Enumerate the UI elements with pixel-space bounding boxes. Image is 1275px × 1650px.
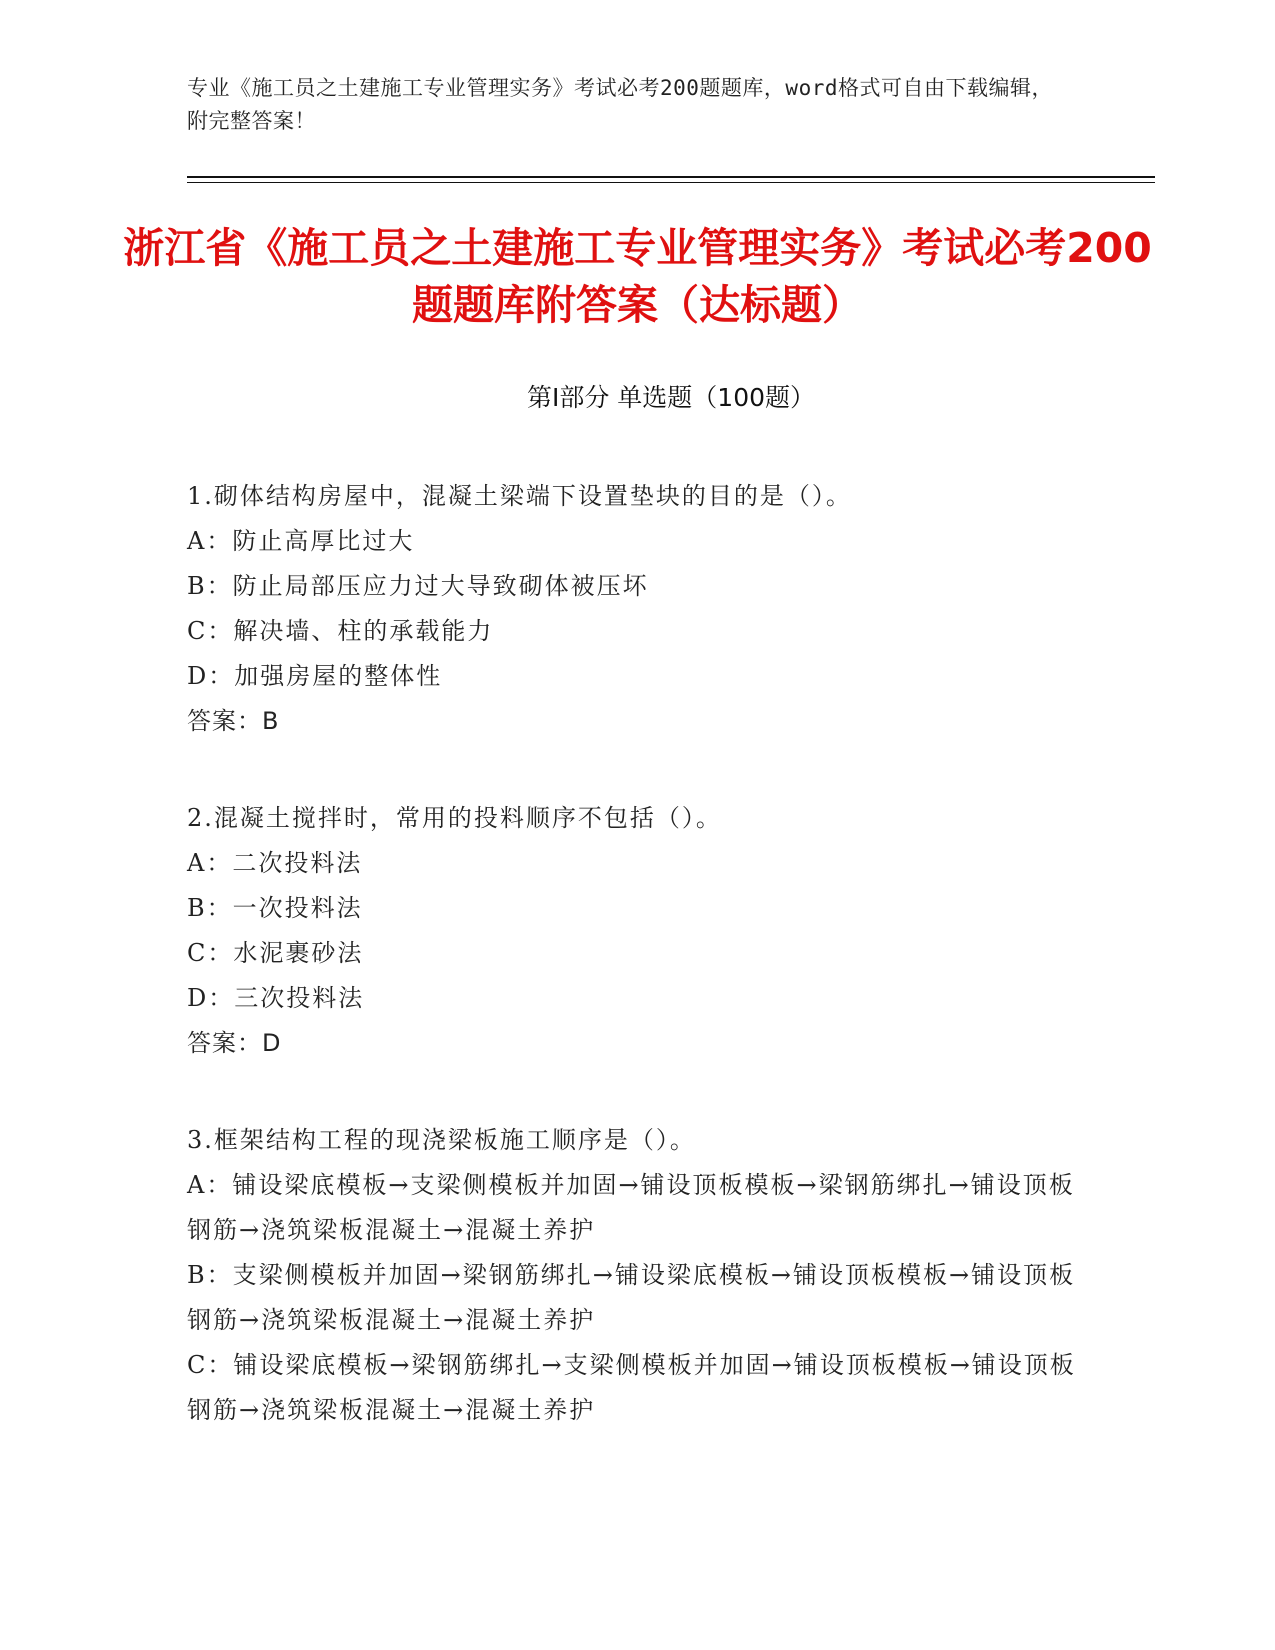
question-stem: 3.框架结构工程的现浇梁板施工顺序是（）。: [187, 1126, 696, 1154]
header-divider: [187, 176, 1155, 178]
header-note: 专业《施工员之土建施工专业管理实务》考试必考200题题库，word格式可自由下载编辑，附完整答案！: [187, 76, 1053, 133]
option-d: D：三次投料法: [187, 984, 365, 1012]
question-2: [187, 796, 1087, 1066]
option-b: B：一次投料法: [187, 894, 363, 922]
option-c: C：解决墙、柱的承载能力: [187, 617, 494, 645]
answer: 答案：B: [187, 707, 280, 735]
header-divider-thin: [187, 182, 1155, 183]
option-c: C：铺设梁底模板→梁钢筋绑扎→支梁侧模板并加固→铺设顶板模板→铺设顶板钢筋→浇筑梁板混凝土→混凝土养护: [187, 1351, 1076, 1424]
question-1: [187, 474, 1087, 744]
question-list: [187, 474, 1087, 1485]
answer: 答案：D: [187, 1029, 282, 1057]
option-d: D：加强房屋的整体性: [187, 662, 443, 690]
option-a: A：铺设梁底模板→支梁侧模板并加固→铺设顶板模板→梁钢筋绑扎→铺设顶板钢筋→浇筑梁板混凝土→混凝土养护: [187, 1171, 1075, 1244]
option-c: C：水泥裹砂法: [187, 939, 364, 967]
section-title: 第Ⅰ部分 单选题（100题）: [526, 383, 816, 412]
question-3: [187, 1118, 1087, 1433]
question-stem: 2.混凝土搅拌时，常用的投料顺序不包括（）。: [187, 804, 722, 832]
option-b: B：支梁侧模板并加固→梁钢筋绑扎→铺设梁底模板→铺设顶板模板→铺设顶板钢筋→浇筑梁板混凝土→混凝土养护: [187, 1261, 1076, 1334]
question-stem: 1.砌体结构房屋中，混凝土梁端下设置垫块的目的是（）。: [187, 482, 852, 510]
option-a: A：防止高厚比过大: [187, 527, 415, 555]
document-title: 浙江省《施工员之土建施工专业管理实务》考试必考200题题库附答案（达标题）: [123, 224, 1152, 329]
option-b: B：防止局部压应力过大导致砌体被压坏: [187, 572, 649, 600]
option-a: A：二次投料法: [187, 849, 363, 877]
